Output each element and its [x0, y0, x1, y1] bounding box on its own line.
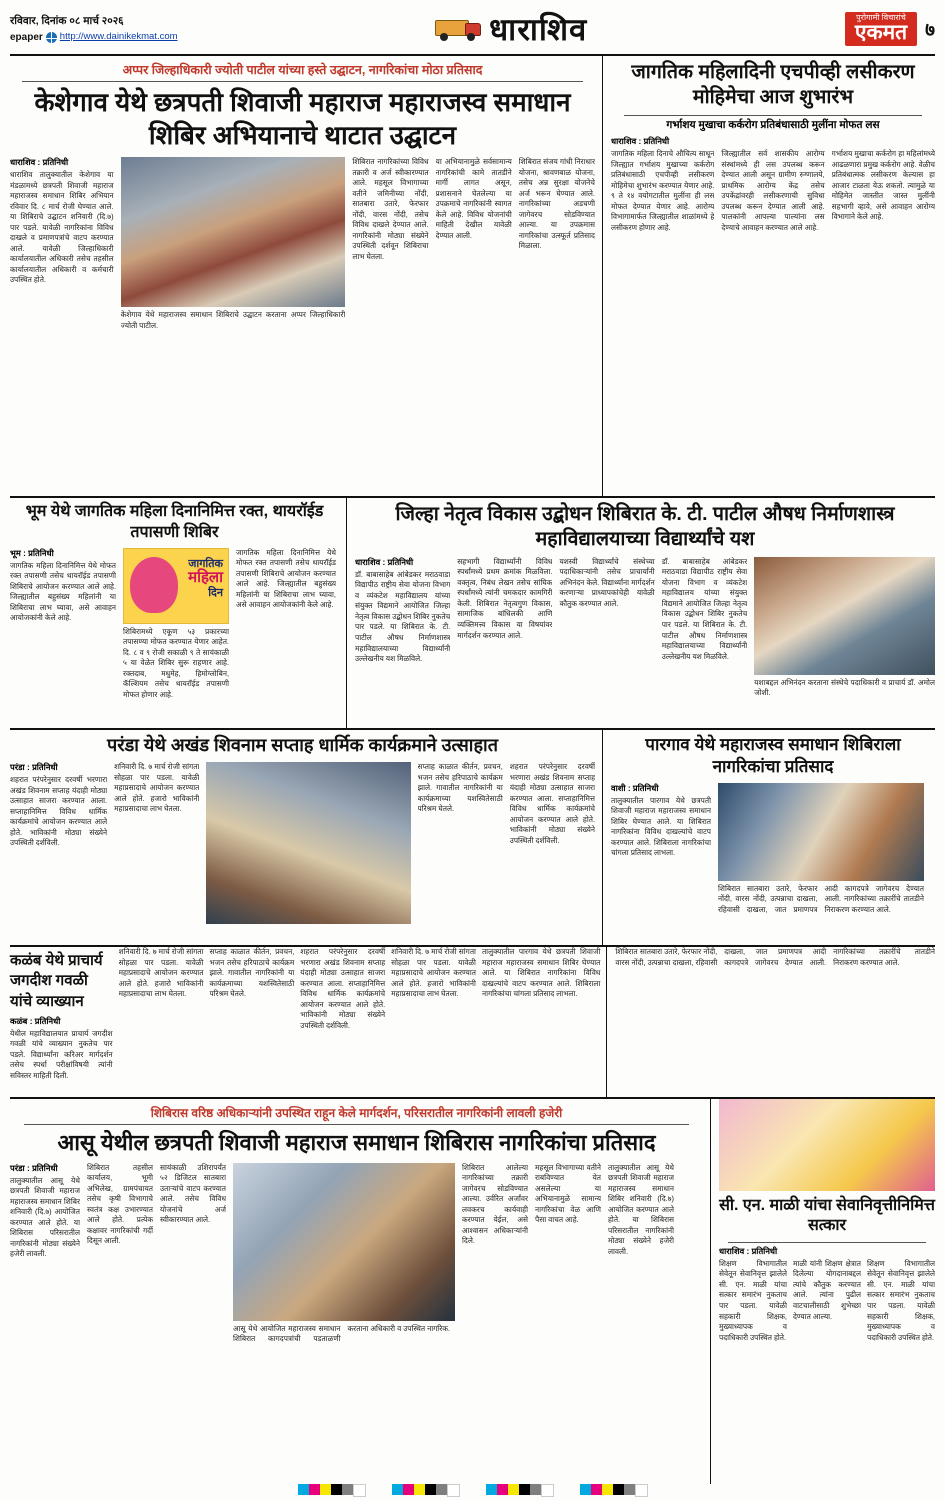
pargaon-photo-wrap	[718, 783, 924, 936]
lead-col-4	[436, 157, 512, 470]
pargaon-bottom	[607, 947, 935, 1097]
hpv-text-3: गर्भाशय मुखाचा कर्करोग हा महिलांमध्ये आढळणारा प्रमुख कर्करोग आहे. वेळीच प्रतिबंधात्मक लसीकरण केल्यास हा आजार टाळता येऊ शकतो. त्यामुळे या मोहिमेत जास्तीत जास्त मुलींनी सहभागी व्हावे, असे आवाहन आरोग्य विभागाने केले आहे.	[831, 149, 935, 222]
lead-photo-caption: केशेगाव येथे महाराजस्व समाधान शिबिराचे उद्घाटन करताना अप्पर जिल्हाधिकारी ज्योती पाटील.	[120, 310, 346, 330]
hpv-headline: जागतिक महिलादिनी एचपीव्ही लसीकरण मोहिमेचा आज शुभारंभ	[631, 61, 915, 108]
bhoom-col-3	[236, 548, 336, 710]
pargaon-byline: वाशी : प्रतिनिधी	[611, 782, 659, 793]
asu-text-5: महसूल विभागाच्या वतीने राबविण्यात येत असलेल्या या अभियानामुळे सामान्य नागरिकांचा वेळ आणि पैसा वाचत आहे.	[535, 1162, 601, 1225]
asu-text-4: शिबिरात आलेल्या नागरिकांच्या तक्रारी जागेवरच सोडविण्यात आल्या. उर्वरित अर्जांवर लवकरच कार्यवाही करण्यात येईल, असे आश्वासन अधिकाऱ्यांनी दिले.	[462, 1162, 528, 1246]
swatch-group	[298, 1484, 366, 1497]
asu-text-6: तालुक्यातील आसू येथे छत्रपती शिवाजी महाराज महाराजस्व समाधान शिबिर शनिवारी (दि.७) आयोजित करण्यात आले होते. या शिबिरास परिसरातील नागरिकांनी मोठ्या संख्येने हजेरी लावली.	[608, 1162, 674, 1256]
masthead-right	[845, 12, 935, 47]
ktpatil-text-3: यशस्वी विद्यार्थ्यांचे संस्थेच्या पदाधिकाऱ्यांनी तसेच प्राचार्यांनी अभिनंदन केले. विद्यार्थ्यांना मार्गदर्शन करणाऱ्या प्राध्यापकांचेही यावेळी कौतुक करण्यात आले.	[559, 556, 655, 608]
pargaon-text-4: शिबिरात सातबारा उतारे, फेरफार नोंदी, वारस नोंदी, उत्पन्नाचा दाखला, रहिवासी दाखला, जात प्रमाणपत्र आदी कागदपत्रे जागेवरच देण्यात आली. नागरिकांच्या तक्रारींचे तातडीने निराकरण करण्यात आले.	[615, 947, 935, 967]
ktpatil-photo-wrap	[754, 557, 935, 710]
mali-text-3: शिक्षण विभागातील सेवेतून सेवानिवृत्त झालेले सी. एन. माळी यांचा सत्कार समारंभ नुकताच पार पडला. यावेळी सहकारी शिक्षक, मुख्याध्यापक व पदाधिकारी उपस्थित होते.	[867, 1258, 935, 1342]
lead-col-5	[519, 157, 595, 470]
paranda-text-7: शहरात परंपरेनुसार दरवर्षी भरणारा अखंड शिवनाम सप्ताह यंदाही मोठ्या उत्साहात साजरा करण्यात आला. सप्ताहानिमित्त विविध धार्मिक कार्यक्रमांचे आयोजन करण्यात आले होते. भाविकांनी मोठ्या संख्येने उपस्थिती दर्शविली.	[300, 947, 386, 1030]
pargaon-text-2: शिबिरात सातबारा उतारे, फेरफार नोंदी, वारस नोंदी, उत्पन्नाचा दाखला, रहिवासी दाखला, जात प्रमाणपत्र आदी कागदपत्रे जागेवरच देण्यात आली. नागरिकांच्या तक्रारींचे तातडीने निराकरण करण्यात आले.	[718, 883, 924, 914]
lead-text-2: शिबिरात नागरिकांच्या विविध तक्रारी व अर्ज स्वीकारण्यात आले. महसूल विभागाच्या वतीने जमिनीच्या नोंदी, सातबारा उतारे, फेरफार नोंदी, वारस नोंदी, तसेच विविध दाखले देण्यात आले. नागरिकांनी मोठ्या संख्येने उपस्थिती दर्शवून शिबिराचा लाभ घेतला.	[352, 157, 429, 261]
color-registration-bar	[0, 1484, 945, 1497]
womens-day-poster	[123, 548, 229, 624]
asu-text-1: तालुक्यातील आसू येथे छत्रपती शिवाजी महाराज महाराजस्व समाधान शिबिर शनिवारी (दि.७) आयोजित करण्यात आले होते. या शिबिरास परिसरातील नागरिकांनी मोठ्या संख्येने हजेरी लावली.	[10, 1175, 80, 1259]
mali-banner-photo	[719, 1099, 935, 1191]
masthead-center	[435, 8, 587, 50]
ktpatil-headline: जिल्हा नेतृत्व विकास उद्बोधन शिबिरात के. टी. पाटील औषध निर्माणशास्त्र महाविद्यालयाच्या विद्यार्थ्यांचे यश	[395, 503, 895, 550]
mali-text-2: माळी यांनी शिक्षण क्षेत्रात दिलेल्या योगदानाबद्दल त्यांचे कौतुक करण्यात आले. त्यांना पुढील वाटचालीसाठी शुभेच्छा देण्यात आल्या.	[793, 1258, 861, 1321]
band-lead	[10, 56, 935, 496]
pargaon-text-1: तालुक्यातील पारगाव येथे छत्रपती शिवाजी महाराज महाराजस्व समाधान शिबिर घेण्यात आले. या शिबिरात नागरिकांना विविध दाखल्यांचे वाटप करण्यात आले. शिबिराला नागरिकांचा चांगला प्रतिसाद लाभला.	[611, 795, 711, 858]
epaper-link-row[interactable]	[10, 31, 178, 45]
kalamb-byline: कळंब : प्रतिनिधी	[10, 1015, 61, 1026]
paranda-text-4: शहरात परंपरेनुसार दरवर्षी भरणारा अखंड शिवनाम सप्ताह यंदाही मोठ्या उत्साहात साजरा करण्यात आला. सप्ताहानिमित्त विविध धार्मिक कार्यक्रमांचे आयोजन करण्यात आले होते. भाविकांनी मोठ्या संख्येने उपस्थिती दर्शविली.	[509, 762, 595, 845]
pargaon-col-1	[611, 783, 711, 936]
bhoom-poster-wrap	[123, 548, 229, 710]
poster-line-3: दिन	[208, 586, 223, 599]
bhoom-col-1	[10, 548, 116, 710]
band-four	[10, 947, 935, 1097]
pargaon-photo	[718, 783, 924, 881]
paranda-headline: परंडा येथे अखंड शिवनाम सप्ताह धार्मिक कार्यक्रमाने उत्साहात	[107, 735, 498, 755]
kalamb-article	[10, 947, 119, 1097]
asu-text-2: शिबिरात तहसील कार्यालय, भूमी अभिलेख, ग्रामपंचायत तसेच कृषी विभागाचे स्वतंत्र कक्ष उभारण्यात आले होते. प्रत्येक कक्षावर नागरिकांची गर्दी दिसून आली.	[87, 1162, 153, 1246]
ktpatil-col-1	[355, 557, 450, 710]
lead-kicker: अप्पर जिल्हाधिकारी ज्योती पाटील यांच्या हस्ते उद्घाटन, नागरिकांचा मोठा प्रतिसाद	[122, 63, 483, 77]
band-five	[10, 1099, 935, 1484]
lead-text-3: या अभियानामुळे सर्वसामान्य नागरिकांची कामे तातडीने मार्गी लागत असून, प्रशासनाने घेतलेल्या या उपक्रमाचे नागरिकांनी स्वागत केले आहे. विविध योजनांची माहिती देखील यावेळी देण्यात आली.	[435, 157, 512, 240]
bhoom-headline: भूम येथे जागतिक महिला दिनानिमित्त रक्त, थायरॉईड तपासणी शिबिर	[25, 503, 324, 541]
asu-byline: परंडा : प्रतिनिधी	[10, 1162, 58, 1173]
paranda-text-2: शनिवारी दि. ७ मार्च रोजी सांगता सोहळा पार पडला. यावेळी महाप्रसादाचे आयोजन करण्यात आले होते. हजारो भाविकांनी महाप्रसादाचा लाभ घेतला.	[114, 762, 200, 814]
band-three	[10, 730, 935, 945]
paranda-byline: परंडा : प्रतिनिधी	[10, 762, 58, 773]
hpv-article	[603, 56, 935, 496]
mali-article	[711, 1099, 935, 1484]
hpv-text-1: जागतिक महिला दिनाचे औचित्य साधून जिल्ह्यात गर्भाशय मुखाच्या कर्करोग प्रतिबंधासाठी एचपीव्ही लसीकरण मोहिमेचा शुभारंभ करण्यात येणार आहे. ९ ते १४ वयोगटातील मुलींना ही लस मोफत देण्यात येणार आहे. आरोग्य विभागामार्फत जिल्ह्यातील शाळांमध्ये हे लसीकरण होणार आहे.	[611, 149, 715, 232]
mali-text-1: शिक्षण विभागातील सेवेतून सेवानिवृत्त झालेले सी. एन. माळी यांचा सत्कार समारंभ नुकताच पार पडला. यावेळी सहकारी शिक्षक, मुख्याध्यापक व पदाधिकारी उपस्थित होते.	[719, 1258, 787, 1342]
paranda-article	[10, 730, 602, 945]
lead-text-4: शिबिरात संजय गांधी निराधार योजना, श्रावणबाळ योजना, तसेच अन्न सुरक्षा योजनेचे अर्ज भरून घेण्यात आले. नागरिकांच्या अडचणी जागेवरच सोडविण्यात आल्या. या उपक्रमास नागरिकांचा उत्स्फूर्त प्रतिसाद मिळाला.	[518, 157, 595, 251]
asu-photo	[233, 1163, 455, 1321]
paranda-text-5: शनिवारी दि. ७ मार्च रोजी सांगता सोहळा पार पडला. यावेळी महाप्रसादाचे आयोजन करण्यात आले होते. हजारो भाविकांनी महाप्रसादाचा लाभ घेतला.	[118, 947, 204, 999]
page-number: ७	[925, 19, 935, 41]
band-two	[10, 498, 935, 728]
lead-byline: धाराशिव : प्रतिनिधी	[10, 157, 69, 167]
paranda-text-1: शहरात परंपरेनुसार दरवर्षी भरणारा अखंड शिवनाम सप्ताह यंदाही मोठ्या उत्साहात साजरा करण्यात आला. सप्ताहानिमित्त विविध धार्मिक कार्यक्रमांचे आयोजन करण्यात आले होते. भाविकांनी मोठ्या संख्येने उपस्थिती दर्शविली.	[10, 775, 108, 848]
lead-text-1: धाराशिव तालुक्यातील केशेगाव या मंडळामध्ये छत्रपती शिवाजी महाराज महाराजस्व समाधान शिबिर अभियान रविवार दि. ८ मार्च रोजी घेण्यात आले. या शिबिराचे उद्घाटन शनिवारी (दि.७) पार पडले. यावेळी नागरिकांना विविध दाखले व प्रमाणपत्रांचे वाटप करण्यात आले. यावेळी जिल्हाधिकारी कार्यालयातील अधिकारी तसेच तहसील कार्यालयातील अधिकारी व कर्मचारी उपस्थित होते.	[10, 170, 114, 285]
mali-byline: धाराशिव : प्रतिनिधी	[719, 1245, 778, 1256]
poster-line-1: जागतिक	[188, 557, 223, 570]
swatch-group	[580, 1484, 648, 1497]
lead-photo	[121, 157, 346, 307]
pargaon-text-3: तालुक्यातील पारगाव येथे छत्रपती शिवाजी महाराज महाराजस्व समाधान शिबिर घेण्यात आले. या शिबिरात नागरिकांना विविध दाखल्यांचे वाटप करण्यात आले. शिबिराला नागरिकांचा चांगला प्रतिसाद लाभला.	[481, 947, 601, 999]
pargaon-article	[603, 730, 935, 945]
paranda-photo	[206, 762, 410, 924]
lead-photo-wrap	[121, 157, 346, 470]
asu-kicker: शिबिरास वरिष्ठ अधिकाऱ्यांनी उपस्थित राहून केले मार्गदर्शन, परिसरातील नागरिकांनी लावली हजेरी	[150, 1106, 563, 1120]
hpv-subhead: गर्भाशय मुखाचा कर्करोग प्रतिबंधासाठी मुलींना मोफत लस	[666, 118, 880, 131]
paranda-text-3: सप्ताह काळात कीर्तन, प्रवचन, भजन तसेच हरिपाठाचे कार्यक्रम झाले. गावातील नागरिकांनी या कार्यक्रमाच्या यशस्वितेसाठी परिश्रम घेतले.	[417, 762, 503, 814]
asu-text-3: सायंकाळी उशिरापर्यंत ५२ डिजिटल सातबारा उताऱ्यांचे वाटप करण्यात आले. तसेच विविध योजनांचे अर्ज स्वीकारण्यात आले.	[160, 1162, 226, 1225]
asu-article	[10, 1099, 710, 1484]
edition-title: धाराशिव	[489, 12, 588, 47]
bhoom-text-2: शिबिरामध्ये एकूण ५३ प्रकारच्या तपासण्या मोफत करण्यात येणार आहेत. दि. ८ व ९ रोजी सकाळी ९ ते सायंकाळी ५ या वेळेत शिबिर सुरू राहणार आहे. रक्तदाब, मधुमेह, हिमोग्लोबिन, कॅल्शियम तसेच थायरॉईड तपासणी मोफत होणार आहे.	[123, 626, 229, 699]
brand-tagline: पुरोगामी विचारांचे	[856, 12, 906, 22]
ktpatil-photo	[754, 557, 935, 675]
ktpatil-text-4: डॉ. बाबासाहेब आंबेडकर मराठवाडा विद्यापीठ राष्ट्रीय सेवा योजना विभाग व व्यंकटेश महाविद्यालय यांच्या संयुक्त विद्यमाने आयोजित जिल्हा नेतृत्व विकास उद्बोधन शिबिर नुकतेच पार पडले. या शिबिरात के. टी. पाटील औषध निर्माणशास्त्र महाविद्यालयाच्या विद्यार्थ्यांनी उल्लेखनीय यश मिळविले.	[661, 556, 748, 661]
swatch-group	[486, 1484, 554, 1497]
truck-icon	[435, 16, 481, 42]
asu-photo-wrap	[233, 1163, 455, 1456]
paranda-text-8: शनिवारी दि. ७ मार्च रोजी सांगता सोहळा पार पडला. यावेळी महाप्रसादाचे आयोजन करण्यात आले होते. हजारो भाविकांनी महाप्रसादाचा लाभ घेतला.	[391, 947, 476, 999]
brand-name: एकमत	[854, 21, 908, 45]
bhoom-text-3: जागतिक महिला दिनानिमित्त येथे मोफत रक्त तपासणी तसेच थायरॉईड तपासणी शिबिराचे आयोजन करण्यात आले आहे. जिल्ह्यातील बहुसंख्य महिलांनी या शिबिराचा लाभ घ्यावा, असे आवाहन आयोजकांनी केले आहे.	[236, 547, 336, 610]
asu-col-1	[10, 1163, 80, 1456]
masthead-left	[10, 14, 178, 45]
date-line: रविवार, दिनांक ०८ मार्च २०२६	[10, 14, 124, 27]
bhoom-byline: भूम : प्रतिनिधी	[10, 547, 54, 558]
poster-line-2: महिला	[188, 568, 223, 586]
hpv-byline: धाराशिव : प्रतिनिधी	[611, 136, 670, 147]
kalamb-text-1: येथील महाविद्यालयात प्राचार्य जगदीश गवळी यांचे व्याख्यान नुकतेच पार पडले. विद्यार्थ्यांना करिअर मार्गदर्शन तसेच स्पर्धा परीक्षांविषयी त्यांनी सविस्तर माहिती दिली.	[10, 1028, 113, 1080]
epaper-url[interactable]: http://www.dainikekmat.com	[59, 31, 178, 43]
lead-headline: केशेगाव येथे छत्रपती शिवाजी महाराज महाराजस्व समाधान शिबिर अभियानाचे थाटात उद्घाटन	[34, 87, 571, 150]
asu-photo-caption: आसू येथे आयोजित महाराजस्व समाधान शिबिरात कागदपत्रांची पडताळणी करताना अधिकारी व उपस्थित नागरिक.	[233, 1323, 450, 1344]
masthead	[10, 6, 935, 54]
ktpatil-article	[347, 498, 935, 728]
paranda-photo-wrap	[206, 762, 410, 925]
ktpatil-text-1: डॉ. बाबासाहेब आंबेडकर मराठवाडा विद्यापीठ राष्ट्रीय सेवा योजना विभाग व व्यंकटेश महाविद्यालय यांच्या संयुक्त विद्यमाने आयोजित जिल्हा नेतृत्व विकास उद्बोधन शिबिर नुकतेच पार पडले. या शिबिरात के. टी. पाटील औषध निर्माणशास्त्र महाविद्यालयाच्या विद्यार्थ्यांनी उल्लेखनीय यश मिळविले.	[355, 569, 451, 664]
lead-col-1	[10, 157, 114, 470]
bhoom-text-1: जागतिक महिला दिनानिमित्त येथे मोफत रक्त तपासणी तसेच थायरॉईड तपासणी शिबिराचे आयोजन करण्यात आले आहे. जिल्ह्यातील बहुसंख्य महिलांनी या शिबिराचा लाभ घ्यावा, असे आवाहन आयोजकांनी केले आहे.	[10, 560, 116, 623]
mali-headline: सी. एन. माळी यांचा सेवानिवृत्तीनिमित्त सत्कार	[719, 1197, 935, 1235]
paranda-text-6: सप्ताह काळात कीर्तन, प्रवचन, भजन तसेच हरिपाठाचे कार्यक्रम झाले. गावातील नागरिकांनी या कार्यक्रमाच्या यशस्वितेसाठी परिश्रम घेतले.	[209, 947, 295, 999]
ktpatil-text-2: सहभागी विद्यार्थ्यांनी विविध स्पर्धांमध्ये प्रथम क्रमांक मिळविला. वक्तृत्व, निबंध लेखन तसेच सांघिक स्पर्धांमध्ये त्यांनी चमकदार कामगिरी केली. शिबिरात नेतृत्वगुण विकास, सामाजिक बांधिलकी आणि व्यक्तिमत्त्व विकास या विषयांवर मार्गदर्शन करण्यात आले.	[457, 556, 553, 640]
lead-article	[10, 56, 602, 496]
swatch-group	[392, 1484, 460, 1497]
paranda-col-1	[10, 762, 107, 925]
globe-icon	[46, 32, 57, 43]
lead-col-3	[352, 157, 428, 470]
asu-headline: आसू येथील छत्रपती शिवाजी महाराज समाधान शिबिरास नागरिकांचा प्रतिसाद	[57, 1130, 656, 1155]
epaper-label: epaper	[10, 31, 43, 43]
ktpatil-photo-caption: यशाबद्दल अभिनंदन करताना संस्थेचे पदाधिकारी व प्राचार्य डॉ. अमोल जोशी.	[754, 677, 935, 698]
hpv-text-2: जिल्ह्यातील सर्व शासकीय आरोग्य संस्थांमध्ये ही लस उपलब्ध करून देण्यात आली असून ग्रामीण रुग्णालये, प्राथमिक आरोग्य केंद्र तसेच उपकेंद्रांवरही लसीकरणाची सुविधा उपलब्ध करून देण्यात आली आहे. पालकांनी आपल्या पाल्यांना लस देण्याचे आवाहन करण्यात आले आहे.	[721, 149, 825, 232]
woman-silhouette-icon	[130, 557, 178, 613]
pargaon-headline: पारगाव येथे महाराजस्व समाधान शिबिराला नागरिकांचा प्रतिसाद	[645, 735, 901, 776]
brand-logo	[845, 12, 917, 47]
bhoom-article	[10, 498, 346, 728]
kalamb-headline: कळंब येथे प्राचार्य जगदीश गवळी यांचे व्याख्यान	[10, 952, 103, 1010]
ktpatil-byline: धाराशिव : प्रतिनिधी	[355, 556, 414, 567]
